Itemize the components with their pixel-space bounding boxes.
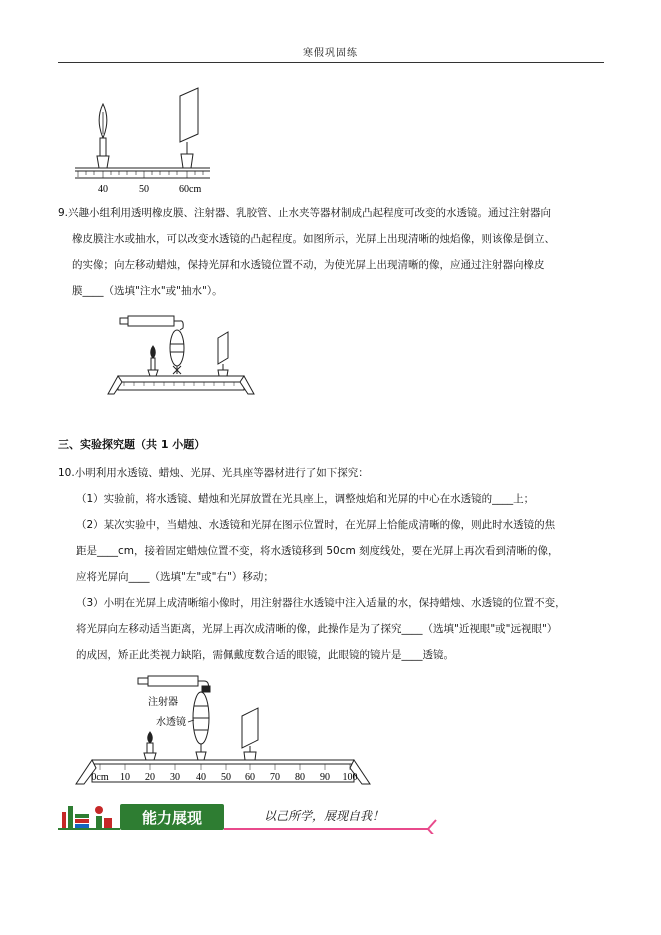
q10-tick-70: 70 — [270, 772, 280, 783]
books-icon — [62, 806, 112, 828]
q10-intro: 10.小明利用水透镜、蜡烛、光屏、光具座等器材进行了如下探究： — [58, 467, 369, 479]
q10-part1: （1）实验前，将水透镜、蜡烛和光屏放置在光具座上，调整烛焰和光屏的中心在水透镜的____上； — [76, 493, 535, 505]
q10-part3-line3: 的成因，矫正此类视力缺陷，需佩戴度数合适的眼镜，此眼镜的镜片是____透镜。 — [76, 649, 454, 661]
q9-figure — [100, 308, 260, 398]
q10-part3-line1: （3）小明在光屏上成清晰缩小像时，用注射器往水透镜中注入适量的水，保持蜡烛、水透镜的位置不变， — [76, 597, 566, 609]
water-lens-shape — [170, 330, 184, 366]
syringe-label: 注射器 — [148, 697, 178, 708]
ability-banner — [58, 798, 443, 834]
syringe-shape — [128, 316, 174, 326]
syringe-body — [148, 676, 198, 686]
page-header: 寒假巩固练 — [303, 48, 358, 59]
q9-line-2: 橡皮膜注水或抽水，可以改变水透镜的凸起程度。如图所示，光屏上出现清晰的烛焰像，则该像是倒立、 — [72, 233, 555, 245]
q10-part2-line1: （2）某次实验中，当蜡烛、水透镜和光屏在图示位置时，在光屏上恰能成清晰的像，则此时水透镜的焦 — [76, 519, 556, 531]
q10-tick-90: 90 — [320, 772, 330, 783]
q8-tick-50: 50 — [139, 184, 149, 195]
q10-tick-0: 0cm — [91, 772, 109, 783]
q9-line-4: 膜____（选填"注水"或"抽水"）。 — [72, 285, 223, 297]
q10-tick-80: 80 — [295, 772, 305, 783]
q10-tick-100: 100 — [342, 772, 358, 783]
section-title: 三、实验探究题（共 1 小题） — [58, 438, 206, 451]
water-lens-label: 水透镜 — [156, 717, 186, 728]
screen-shape — [242, 708, 258, 748]
q9-line-1: 9.兴趣小组利用透明橡皮膜、注射器、乳胶管、止水夹等器材制成凸起程度可改变的水透镜。通过注射器向 — [58, 207, 552, 219]
q10-figure — [70, 672, 380, 790]
q10-tick-30: 30 — [170, 772, 180, 783]
q10-tick-50: 50 — [221, 772, 231, 783]
q10-tick-60: 60 — [245, 772, 255, 783]
q9-line-3: 的实像；向左移动蜡烛，保持光屏和水透镜位置不动，为使光屏上出现清晰的像，应通过注射器向橡皮 — [72, 259, 545, 271]
arrow-left-icon — [428, 820, 436, 834]
banner-label: 能力展现 — [141, 809, 203, 827]
screen-shape — [180, 88, 198, 142]
q10-tick-10: 10 — [120, 772, 130, 783]
q10-part3-line2: 将光屏向左移动适当距离，光屏上再次成清晰的像，此操作是为了探究____（选填"近视眼"或"远视眼"） — [76, 623, 558, 635]
q10-part2-line3: 应将光屏向____（选填"左"或"右"）移动； — [76, 571, 274, 583]
q8-figure — [70, 82, 220, 197]
q10-tick-20: 20 — [145, 772, 155, 783]
q8-tick-60: 60cm — [179, 184, 202, 195]
header-divider — [58, 62, 604, 63]
banner-slogan: 以己所学，展现自我！ — [263, 809, 385, 823]
q8-tick-40: 40 — [98, 184, 108, 195]
q10-part2-line2: 距是____cm，接着固定蜡烛位置不变，将水透镜移到 50cm 刻度线处，要在光屏上再次看到清晰的像， — [76, 545, 559, 557]
q10-tick-40: 40 — [196, 772, 206, 783]
